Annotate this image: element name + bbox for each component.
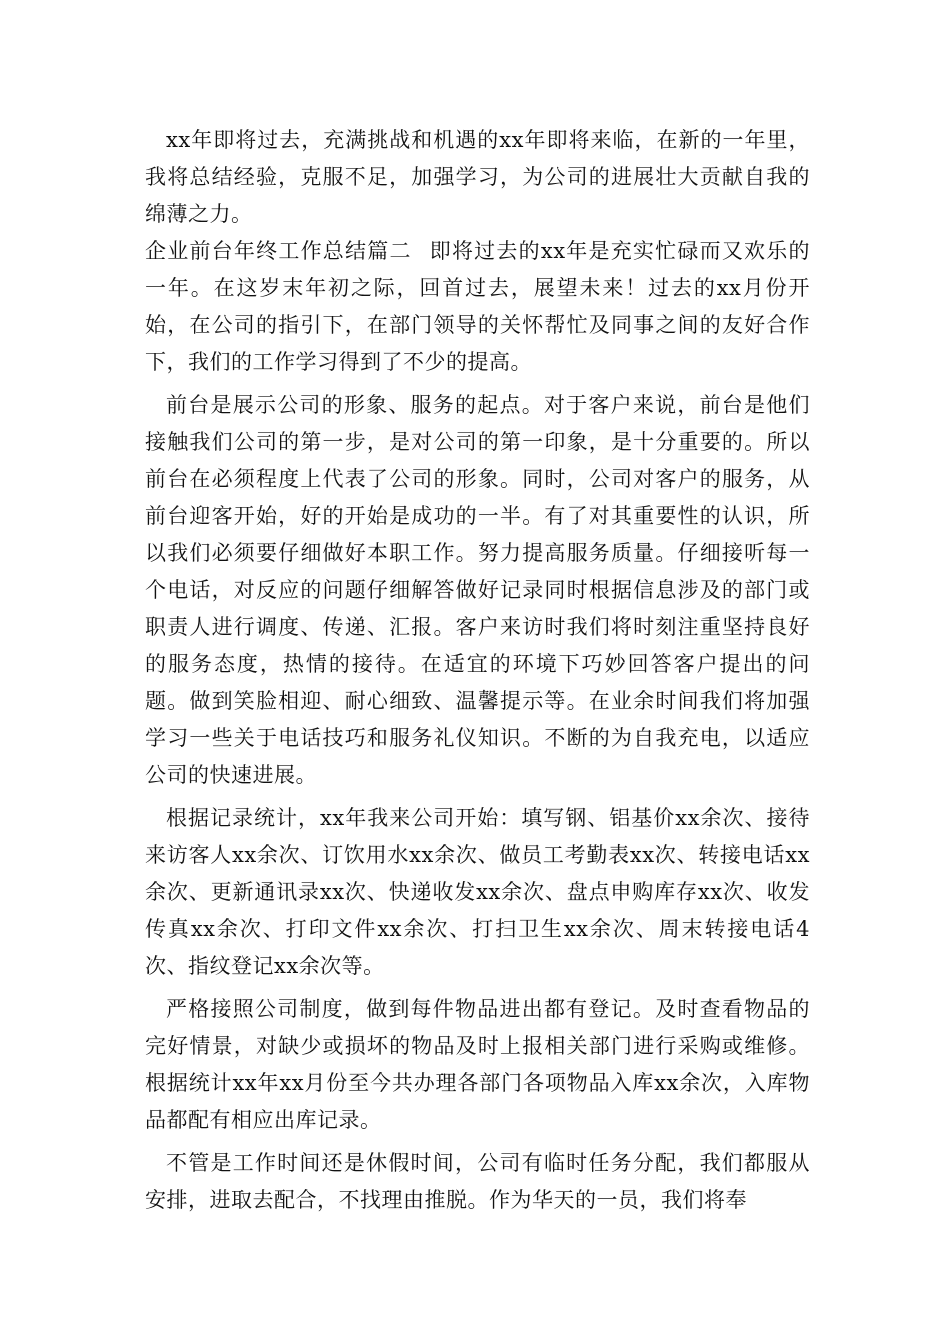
paragraph-closing-previous: xx年即将过去，充满挑战和机遇的xx年即将来临，在新的一年里，我将总结经验，克服不足，加强学习，为公司的进展壮大贡献自我的绵薄之力。 [145,128,810,226]
section-heading: 企业前台年终工作总结篇二 [145,239,412,263]
section-paragraph [145,233,810,381]
paragraph-inventory: 严格接照公司制度，做到每件物品进出都有登记。及时查看物品的完好情景，对缺少或损坏的物品及时上报相关部门进行采购或维修。根据统计xx年xx月份至今共办理各部门各项物品入库xx余次，入库物品都配有相应出库记录。 [145,997,810,1132]
paragraph-statistics: 根据记录统计，xx年我来公司开始：填写钢、铝基价xx余次、接待来访客人xx余次、订饮用水xx余次、做员工考勤表xx次、转接电话xx余次、更新通讯录xx次、快递收发xx余次、盘点申购库存xx次、收发传真xx余次、打印文件xx余次、打扫卫生xx余次、周末转接电话4次、指纹登记xx余次等。 [145,806,810,978]
paragraph-assignments: 不管是工作时间还是休假时间，公司有临时任务分配，我们都服从安排，进取去配合，不找理由推脱。作为华天的一员，我们将奉 [145,1151,810,1212]
document-body [145,122,810,1219]
paragraph-intro: 即将过去的xx年是充实忙碌而又欢乐的一年。在这岁末年初之际，回首过去，展望未来！过去的xx月份开始，在公司的指引下，在部门领导的关怀帮忙及同事之间的友好合作下，我们的工作学习得到了不少的提高。 [145,239,811,374]
paragraph-front-desk-role: 前台是展示公司的形象、服务的起点。对于客户来说，前台是他们接触我们公司的第一步，是对公司的第一印象，是十分重要的。所以前台在必须程度上代表了公司的形象。同时，公司对客户的服务，从前台迎客开始，好的开始是成功的一半。有了对其重要性的认识，所以我们必须要仔细做好本职工作。努力提高服务质量。仔细接听每一个电话，对反应的问题仔细解答做好记录同时根据信息涉及的部门或职责人进行调度、传递、汇报。客户来访时我们将时刻注重坚持良好的服务态度，热情的接待。在适宜的环境下巧妙回答客户提出的问题。做到笑脸相迎、耐心细致、温馨提示等。在业余时间我们将加强学习一些关于电话技巧和服务礼仪知识。不断的为自我充电，以适应公司的快速进展。 [145,393,810,787]
